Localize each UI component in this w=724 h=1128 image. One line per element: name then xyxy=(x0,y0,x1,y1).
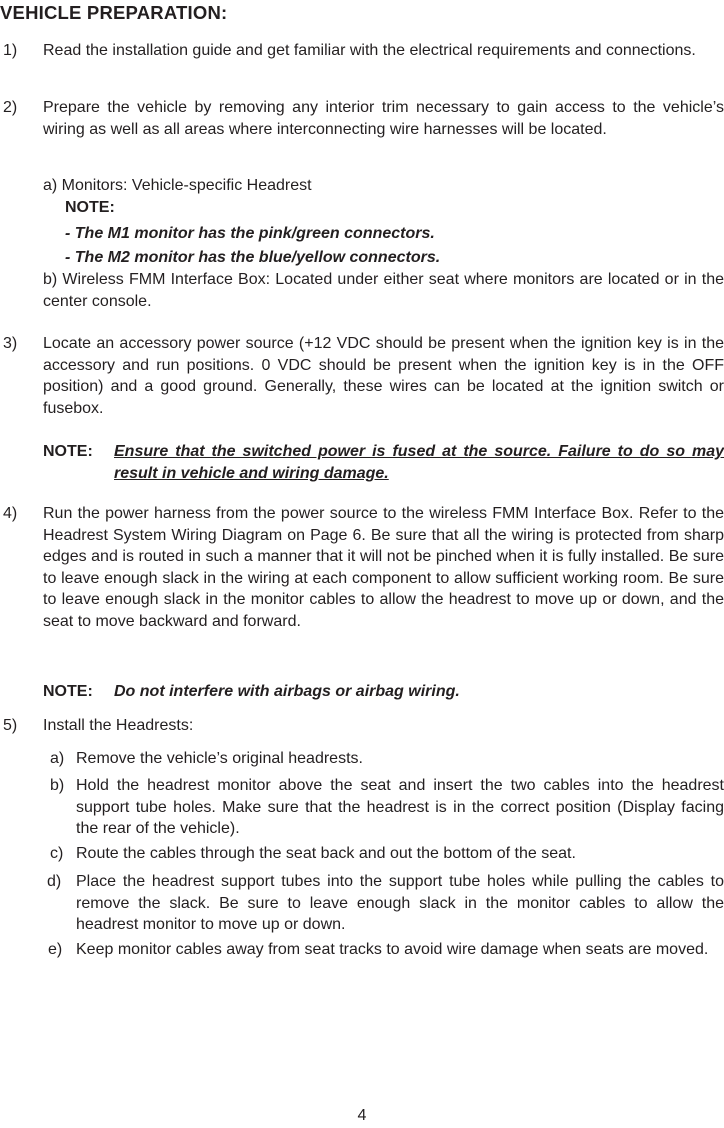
step-number: 5) xyxy=(3,717,18,734)
note-label: NOTE: xyxy=(43,443,93,460)
step-text: Locate an accessory power source (+12 VDC should be present when the ignition key is in the accessory and run positions. 0 VDC should be present when the ignition key is in the OFF position) and a good ground. Generally, these wires can be located at the ignition switch or fusebox. xyxy=(43,335,724,417)
note-label: NOTE: xyxy=(43,683,93,700)
note-label: NOTE: xyxy=(65,199,115,216)
step-number: 4) xyxy=(3,505,18,522)
step-number: 3) xyxy=(3,335,18,352)
step-number: 2) xyxy=(3,99,18,116)
substep-text: Keep monitor cables away from seat tracks to avoid wire damage when seats are moved. xyxy=(76,941,709,958)
note-fuse-warning: Ensure that the switched power is fused at the source. Failure to do so may result in vehicle and wiring damage. xyxy=(114,443,724,482)
note-m1: - The M1 monitor has the pink/green connectors. xyxy=(65,225,435,242)
substep-letter: d) xyxy=(47,873,62,890)
substep-text: Route the cables through the seat back and out the bottom of the seat. xyxy=(76,845,576,862)
step-text: Prepare the vehicle by removing any interior trim necessary to gain access to the vehicle’s wiring as well as all areas where interconnecting wire harnesses will be located. xyxy=(43,99,724,138)
substep-text: Place the headrest support tubes into the support tube holes while pulling the cables to remove the slack. Be sure to leave enough slack in the monitor cables to allow the headrest monitor to move up or down. xyxy=(76,873,724,933)
note-m2: - The M2 monitor has the blue/yellow connectors. xyxy=(65,249,441,266)
substep-monitors: a) Monitors: Vehicle-specific Headrest xyxy=(43,177,312,194)
substep-letter: c) xyxy=(50,845,64,862)
substep-text: Hold the headrest monitor above the seat and insert the two cables into the headrest support tube holes. Make sure that the headrest is in the correct position (Display facing the rear of the vehicle). xyxy=(76,777,724,837)
page-number: 4 xyxy=(357,1107,367,1124)
note-airbag-warning: Do not interfere with airbags or airbag wiring. xyxy=(114,683,460,700)
step-number: 1) xyxy=(3,42,18,59)
substep-letter: e) xyxy=(48,941,63,958)
step-text: Run the power harness from the power source to the wireless FMM Interface Box. Refer to the Headrest System Wiring Diagram on Page 6. Be sure that all the wiring is protected from sharp edges and is routed in such a manner that it will not be pinched when it is fully installed. Be sure to leave enough slack in the wiring at each component to allow sufficient working room. Be sure to leave enough slack in the monitor cables to allow the headrest to move up or down, and the seat to move backward and forward. xyxy=(43,505,724,630)
step-text: Install the Headrests: xyxy=(43,717,194,734)
substep-letter: a) xyxy=(50,750,65,767)
substep-interface-box: b) Wireless FMM Interface Box: Located under either seat where monitors are located or in the center console. xyxy=(43,271,724,310)
step-text: Read the installation guide and get familiar with the electrical requirements and connections. xyxy=(43,42,696,59)
page-title: VEHICLE PREPARATION: xyxy=(0,2,228,23)
substep-letter: b) xyxy=(50,777,65,794)
substep-text: Remove the vehicle’s original headrests. xyxy=(76,750,363,767)
